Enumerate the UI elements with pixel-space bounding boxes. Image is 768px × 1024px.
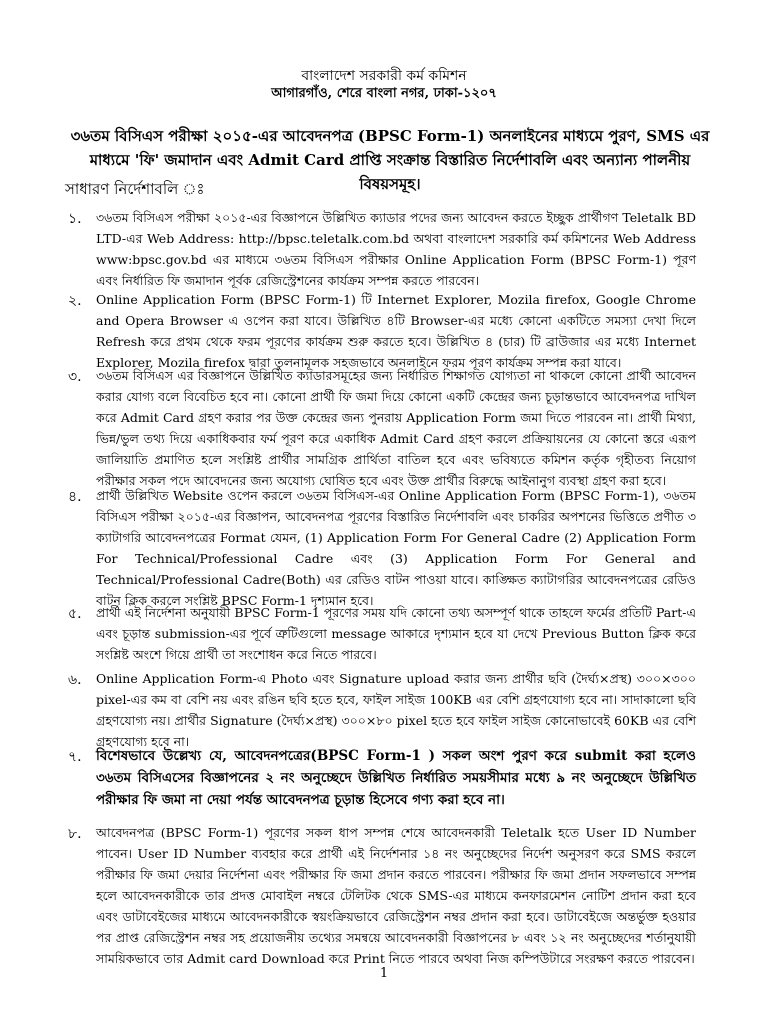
list-item (68, 668, 696, 752)
item-text: Online Application Form (BPSC Form-1) টি Internet Explorer, Mozila firefox, Google Chrome and Opera Browser এ ওপেন করা যাবে। উল্লিখিত ৪টি Browser-এর মধ্যে কোনো একটিতে সমস্যা দেখা দিলে Refresh করে প্রথম থেকে ফরম পূরণের কার্যক্রম শুরু করতে হবে। উল্লিখিত ৪ (চার) টি ব্রাউজার এর মধ্যে Internet Explorer, Mozila firefox দ্বারা তুলনামূলক সহজভাবে অনলাইনে ফরম পূরণ কার্যক্রম সম্পন্ন করা যাবে। (96, 292, 696, 370)
list-item (68, 207, 696, 291)
item-text: প্রার্থী এই নির্দেশনা অনুযায়ী BPSC Form-1 পূরণের সময় যদি কোনো তথ্য অসম্পূর্ণ থাকে তাহলে ফর্মের প্রতিটি Part-এ এবং চূড়ান্ত submission-এর পূর্বে ত্রুটিগুলো message আকারে দৃশ্যমান হবে যা দেখে Previous Button ক্লিক করে সংশ্লিষ্ট অংশে গিয়ে প্রার্থী তা সংশোধন করে নিতে পারবে। (96, 605, 696, 662)
organization-address: আগারগাঁও, শেরে বাংলা নগর, ঢাকা-১২০৭ (271, 86, 497, 101)
item-number: ৫. (68, 606, 82, 622)
section-heading: সাধারণ নির্দেশাবলি ঃ (65, 180, 205, 198)
item-text: Online Application Form-এ Photo এবং Signature upload করার জন্য প্রার্থীর ছবি (দৈর্ঘ্য×প্রস্থ) ৩০০×৩০০ pixel-এর কম বা বেশি নয় এবং রঙিন ছবি হতে হবে, ফাইল সাইজ 100KB এর বেশি গ্রহণযোগ্য হবে না। সাদাকালো ছবি গ্রহণযোগ্য নয়। প্রার্থীর Signature (দৈর্ঘ্য×প্রস্থ) ৩০০×৮০ pixel হতে হবে ফাইল সাইজ কোনোভাবেই 60KB এর বেশি গ্রহণযোগ্য হবে না। (96, 671, 696, 749)
list-item (68, 745, 696, 811)
list-item (68, 485, 696, 611)
item-text: বিশেষভাবে উল্লেখ্য যে, আবেদনপত্রের(BPSC Form-1 ) সকল অংশ পুরণ করে submit করা হলেও ৩৬তম বিসিএসের বিজ্ঞাপনের ২ নং অনুচ্ছেদে উল্লিখিত নির্ধারিত সময়সীমার মধ্যে ৯ নং অনুচ্ছেদে উল্লিখিত পরীক্ষার ফি জমা না দেয়া পর্যন্ত আবেদনপত্র চূড়ান্ত হিসেবে গণ্য করা হবে না। (96, 748, 696, 808)
item-text: ৩৬তম বিসিএস এর বিজ্ঞাপনে উল্লিখিত ক্যাডারসমূহের জন্য নির্ধারিত শিক্ষাগত যোগ্যতা না থাকলে কোনো প্রার্থী আবেদন করার যোগ্য বলে বিবেচিত হবে না। কোনো প্রার্থী ফি জমা দিয়ে কোনো একটি কেন্দ্রের জন্য চূড়ান্তভাবে আবেদনপত্র দাখিল করে Admit Card গ্রহণ করার পর উক্ত কেন্দ্রের জন্য পুনরায় Application Form জমা দিতে পারবেন না। প্রার্থী মিথ্যা, ভিন্ন/ভুল তথ্য দিয়ে একাধিকবার ফর্ম পূরণ করে একাধিক Admit Card গ্রহণ করলে প্রক্রিয়ায়নের যে কোনো স্তরে এরূপ জালিয়াতি প্রমাণিত হলে সংশ্লিষ্ট প্রার্থীর সামগ্রিক প্রার্থিতা বাতিল হবে এবং ভবিষ্যতে কমিশন কর্তৃক গৃহীতব্য নিয়োগ পরীক্ষার সকল পদে আবেদনের জন্য অযোগ্য ঘোষিত হবে এবং উক্ত প্রার্থীর বিরুদ্ধে আইনানুগ ব্যবস্থা গ্রহণ করা হবে। (96, 368, 696, 488)
item-text: প্রার্থী উল্লিখিত Website ওপেন করলে ৩৬তম বিসিএস-এর Online Application Form (BPSC Form-1), ৩৬তম বিসিএস পরীক্ষা ২০১৫-এর বিজ্ঞাপন, আবেদনপত্র পূরণের বিস্তারিত নির্দেশাবলি এবং চাকরির অপশনের ভিত্তিতে প্রণীত ৩ ক্যাটাগরি আবেদনপত্রের Format যেমন, (1) Application Form For General Cadre (2) Application Form For Technical/Professional Cadre এবং (3) Application Form For General and Technical/Professional Cadre(Both) এর রেডিও বাটন পাওয়া যাবে। কাঙ্ক্ষিত ক্যাটাগরির আবেদনপত্রের রেডিও বাটন ক্লিক করলে সংশ্লিষ্ট BPSC Form-1 দৃশ্যমান হবে। (96, 488, 696, 608)
item-text: আবেদনপত্র (BPSC Form-1) পূরণের সকল ধাপ সম্পন্ন শেষে আবেদনকারী Teletalk হতে User ID Number পাবেন। User ID Number ব্যবহার করে প্রার্থী এই নির্দেশনার ১৪ নং অনুচ্ছেদের নির্দেশ অনুসরণ করে SMS করলে পরীক্ষার ফি জমা দেয়ার নির্দেশনা এবং পরীক্ষার ফি জমা প্রদান করতে পারবেন। পরীক্ষার ফি জমা প্রদান সফলভাবে সম্পন্ন হলে আবেদনকারীকে তার প্রদত্ত মোবাইল নম্বরে টেলিটক থেকে SMS-এর মাধ্যমে কনফারমেশন নোটিশ প্রদান করা হবে এবং ডাটাবেইজের মাধ্যমে আবেদনকারীকে স্বয়ংক্রিয়ভাবে রেজিস্ট্রেশন নম্বর প্রদান করা হবে। ডাটাবেইজে অন্তর্ভুক্ত হওয়ার পর প্রাপ্ত রেজিস্ট্রেশন নম্বর সহ প্রয়োজনীয় তথ্যের সমন্বয়ে আবেদনকারী বিজ্ঞাপনের ৮ এবং ১২ নং অনুচ্ছেদের শর্তানুযায়ী সাময়িকভাবে তার Admit card Download করে Print নিতে পারবে অথবা নিজ কম্পিউটারে সংরক্ষণ করতে পারবেন। (96, 825, 696, 966)
item-number: ৬. (68, 672, 82, 688)
document-title: ৩৬তম বিসিএস পরীক্ষা ২০১৫-এর আবেদনপত্র (BPSC Form-1) অনলাইনের মাধ্যমে পুরণ, SMS এর মাধ্যমে 'ফি' জমাদান এবং Admit Card প্রাপ্তি সংক্রান্ত বিস্তারিত নির্দেশাবলি এবং অন্যান্য পালনীয় বিষয়সমূহ। (70, 127, 710, 193)
organization-name: বাংলাদেশ সরকারী কর্ম কমিশন (301, 68, 467, 84)
list-item (68, 822, 696, 969)
item-number: ৩. (68, 369, 82, 385)
item-number: ৮. (68, 826, 82, 842)
item-number: ৭. (68, 749, 82, 765)
item-number: ২. (68, 293, 82, 309)
page-number: 1 (379, 966, 389, 981)
list-item (68, 365, 696, 491)
list-item (68, 289, 696, 373)
item-number: ৪. (68, 489, 82, 505)
list-item (68, 602, 696, 665)
item-text: ৩৬তম বিসিএস পরীক্ষা ২০১৫-এর বিজ্ঞাপনে উল্লিখিত ক্যাডার পদের জন্য আবেদন করতে ইচ্ছুক প্রার্থীগণ Teletalk BD LTD-এর Web Address: http://bpsc.teletalk.com.bd অথবা বাংলাদেশ সরকারি কর্ম কমিশনের Web Address www:bpsc.gov.bd এর মাধ্যমে ৩৬তম বিসিএস পরীক্ষার Online Application Form (BPSC Form-1) পূরণ এবং নির্ধারিত ফি জমাদান পূর্বক রেজিস্ট্রেশনের কার্যক্রম সম্পন্ন করতে পারবেন। (96, 210, 696, 288)
item-number: ১. (68, 211, 82, 227)
